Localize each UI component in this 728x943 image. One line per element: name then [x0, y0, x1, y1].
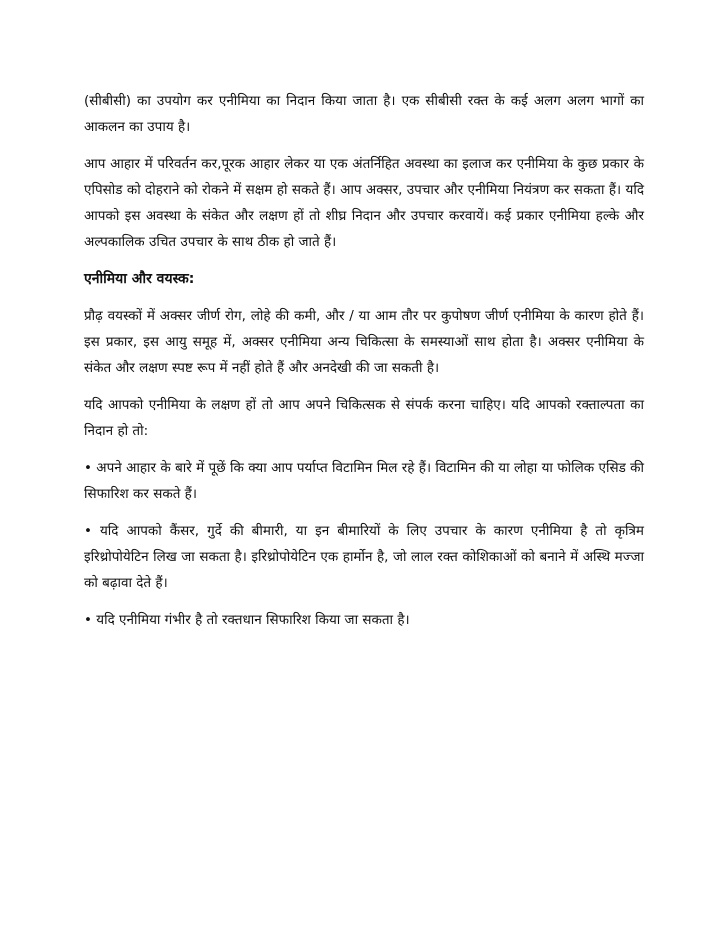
bullet-diet-vitamins: • अपने आहार के बारे में पूछें कि क्या आप पर्याप्त विटामिन मिल रहे हैं। विटामिन की या लोहा या फोलिक एसिड की सिफारिश कर सकते हैं। [84, 460, 644, 502]
section-heading-anemia-adults: एनीमिया और वयस्क: [84, 271, 195, 287]
paragraph-contact-doctor: यदि आपको एनीमिया के लक्षण हों तो आप अपने चिकित्सक से संपर्क करना चाहिए। यदि आपको रक्ताल्पता का निदान हो तो: [84, 397, 644, 439]
bullet-transfusion: • यदि एनीमिया गंभीर है तो रक्तधान सिफारिश किया जा सकता है। [84, 612, 410, 628]
bullet-erythropoietin: • यदि आपको कैंसर, गुर्दे की बीमारी, या इन बीमारियों के लिए उपचार के कारण एनीमिया है तो कृत्रिम इरिथ्रोपोयेटिन लिख जा सकता है। इरिथ्रोपोयेटिन एक हार्मोन है, जो लाल रक्त कोशिकाओं को बनाने में अस्थि मज्जा को बढ़ावा देते हैं। [84, 523, 644, 591]
paragraph-diet-treatment: आप आहार में परिवर्तन कर,पूरक आहार लेकर या एक अंतर्निहित अवस्था का इलाज कर एनीमिया के कुछ प्रकार के एपिसोड को दोहराने को रोकने में सक्षम हो सकते हैं। आप अक्सर, उपचार और एनीमिया नियंत्रण कर सकता हैं। यदि आपको इस अवस्था के संकेत और लक्षण हों तो शीघ्र निदान और उपचार करवायें। कई प्रकार एनीमिया हल्के और अल्पकालिक उचित उपचार के साथ ठीक हो जाते हैं। [84, 156, 644, 250]
paragraph-cbc-intro: (सीबीसी) का उपयोग कर एनीमिया का निदान किया जाता है। एक सीबीसी रक्त के कई अलग अलग भागों का आकलन का उपाय है। [84, 93, 644, 135]
document-page [84, 88, 644, 644]
paragraph-adult-causes: प्रौढ़ वयस्कों में अक्सर जीर्ण रोग, लोहे की कमी, और / या आम तौर पर कुपोषण जीर्ण एनीमिया के कारण होते हैं। इस प्रकार, इस आयु समूह में, अक्सर एनीमिया अन्य चिकित्सा के समस्याओं साथ होता है। अक्सर एनीमिया के संकेत और लक्षण स्पष्ट रूप में नहीं होते हैं और अनदेखी की जा सकती है। [84, 308, 644, 376]
